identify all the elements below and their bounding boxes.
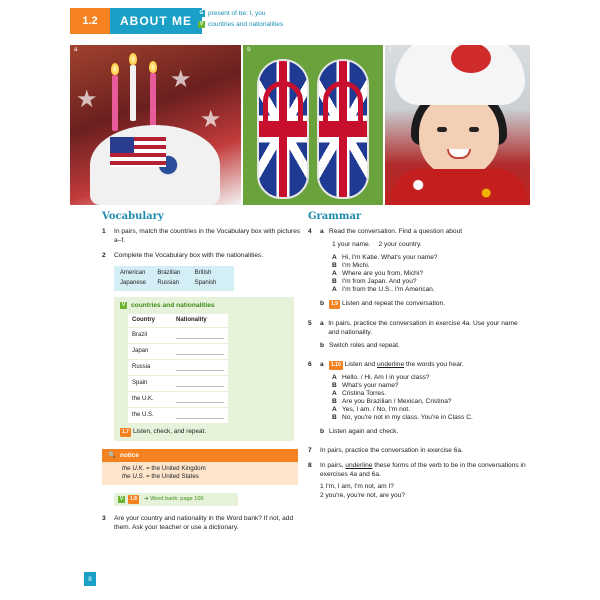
exercise-text: Listen and repeat the conversation.	[341, 300, 445, 307]
lesson-title: ABOUT ME	[110, 8, 202, 34]
exercise-number: 3	[102, 515, 106, 522]
nationality-blank[interactable]	[172, 392, 228, 408]
smile-icon	[447, 149, 471, 159]
speaker: A	[332, 270, 337, 277]
exercise-2	[102, 251, 302, 260]
table-row	[128, 408, 228, 424]
nationality-blank[interactable]	[172, 376, 228, 392]
lesson-topics	[198, 8, 283, 30]
eye-icon	[437, 127, 447, 132]
vocabulary-box-title: countries and nationalities	[131, 302, 215, 309]
line: No, you're not in my class. You're in Class C.	[342, 414, 473, 421]
magnifier-icon: 🔍	[108, 452, 116, 459]
option: 1 your name.	[332, 241, 371, 248]
exercise-text: these forms of the verb to be in the conversations in exercises 4a and 6a.	[320, 462, 526, 478]
line: What's your name?	[342, 382, 399, 389]
exercise-text: In pairs, practice the conversation in exercise 4a. Use your name and nationality.	[328, 320, 518, 336]
line: I'm Michi.	[342, 262, 370, 269]
photo-label: a	[74, 47, 78, 53]
sub-label: b	[320, 428, 325, 435]
exercise-text: the words you hear.	[404, 361, 464, 368]
line: Hello. / Hi. Am I in your class?	[342, 374, 430, 381]
exercise-number: 2	[102, 252, 106, 259]
column-header: Nationality	[172, 314, 228, 328]
notice-box	[102, 449, 298, 485]
audio-track-icon[interactable]: 1.10	[331, 362, 341, 368]
exercise-8	[308, 461, 526, 500]
country-cell: the U.S.	[128, 408, 172, 424]
country-cell: Spain	[128, 376, 172, 392]
country-nationality-table	[128, 314, 228, 423]
speaker: B	[332, 262, 337, 269]
speaker: A	[332, 390, 337, 397]
line: Hi, I'm Katie. What's your name?	[342, 254, 438, 261]
exercise-number: 5	[308, 320, 312, 327]
kimono-shape	[391, 169, 527, 205]
speaker: B	[332, 278, 337, 285]
line: I'm from the U.S.. I'm American.	[342, 286, 435, 293]
sun-hat-icon	[395, 45, 525, 105]
exercise-3	[102, 514, 302, 532]
sub-label: b	[320, 342, 325, 349]
lesson-number: 1.2	[70, 8, 110, 34]
audio-track-icon[interactable]: 1.8	[130, 496, 137, 502]
conversation	[332, 374, 526, 422]
strap-icon	[263, 81, 303, 121]
form-item: 1 I'm, I am, I'm not, am I?	[320, 483, 394, 490]
exercise-number: 4	[308, 228, 312, 235]
speaker: A	[332, 286, 337, 293]
star-icon: ★	[170, 66, 192, 93]
word: Spanish	[194, 280, 217, 286]
country-cell: Russia	[128, 360, 172, 376]
speaker: B	[332, 414, 337, 421]
nationality-blank[interactable]	[172, 360, 228, 376]
notice-term: the U.S.	[122, 473, 145, 480]
exercise-text: Listen again and check.	[329, 428, 399, 435]
table-row	[128, 376, 228, 392]
eye-icon	[469, 127, 479, 132]
vocabulary-column	[102, 212, 302, 538]
girl-face-icon	[419, 93, 499, 177]
line: Where are you from, Michi?	[342, 270, 423, 277]
speaker: B	[332, 382, 337, 389]
exercise-text: In pairs, practice the conversation in exercise 6a.	[320, 447, 463, 454]
exercise-4	[308, 227, 526, 313]
exercise-1	[102, 227, 302, 245]
word: British	[194, 270, 212, 276]
notice-title: notice	[119, 452, 139, 459]
exercise-text: In pairs, match the countries in the Vocabulary box with pictures a–f.	[114, 228, 301, 244]
speaker: A	[332, 254, 337, 261]
exercise-6	[308, 360, 526, 440]
exercise-text: Are your country and nationality in the Word bank? If not, add them. Ask your teacher or use a dictionary.	[114, 515, 294, 531]
country-cell: Brazil	[128, 328, 172, 344]
audio-track-icon[interactable]: 1.9	[331, 301, 338, 307]
word: Russian	[157, 280, 180, 286]
grammar-heading: Grammar	[308, 211, 362, 222]
candle-icon	[150, 73, 156, 129]
notice-def: = the United States	[144, 473, 199, 480]
candle-icon	[112, 75, 118, 131]
exercise-text: In pairs,	[320, 462, 346, 469]
rising-sun-icon	[451, 45, 491, 73]
exercise-text: Listen and	[344, 361, 377, 368]
uk-flipflop-icon	[257, 59, 309, 199]
star-icon: ★	[200, 106, 222, 133]
table-row	[128, 328, 228, 344]
star-icon: ★	[76, 86, 98, 113]
line: Cristina Torres.	[342, 390, 387, 397]
exercise-number: 7	[308, 447, 312, 454]
speaker: A	[332, 406, 337, 413]
photo-label: b	[247, 47, 251, 53]
exercise-number: 8	[308, 462, 312, 469]
photo-label: c	[388, 47, 392, 53]
sub-label: a	[320, 228, 324, 235]
topic-grammar: present of be: I, you	[208, 10, 266, 17]
conversation	[332, 254, 526, 294]
exercise-number: 1	[102, 228, 106, 235]
exercise-number: 6	[308, 361, 312, 368]
word: American	[120, 270, 146, 276]
word-bank-link[interactable]	[114, 493, 238, 506]
table-row	[128, 392, 228, 408]
option: 2 your country.	[378, 241, 422, 248]
grammar-column	[308, 212, 526, 506]
underlined-word: underline	[345, 462, 373, 469]
photo-c-girl	[385, 45, 530, 205]
photo-b-flipflops	[243, 45, 382, 205]
vocab-tag-icon: V	[199, 21, 204, 27]
photo-strip	[70, 45, 530, 205]
audio-track-icon[interactable]: 1.7	[122, 429, 129, 435]
exercise-text: Read the conversation. Find a question about	[329, 228, 463, 235]
country-cell: Japan	[128, 344, 172, 360]
country-cell: the U.K.	[128, 392, 172, 408]
table-row	[128, 344, 228, 360]
exercise-text: Switch roles and repeat.	[329, 342, 400, 349]
vocab-tag-icon: V	[121, 302, 126, 308]
form-item: 2 you're, you're not, are you?	[320, 492, 405, 499]
table-row	[128, 360, 228, 376]
listen-text: Listen, check, and repeat.	[132, 428, 207, 435]
strap-icon	[323, 81, 363, 121]
exercise-7	[308, 446, 526, 455]
candle-icon	[130, 65, 136, 121]
page-number: 8	[84, 572, 96, 586]
photo-a-cupcake	[70, 45, 241, 205]
exercise-text: Complete the Vocabulary box with the nationalities.	[114, 252, 264, 259]
sub-label: b	[320, 300, 325, 307]
line: Yes, I am. / No, I'm not.	[342, 406, 411, 413]
vocabulary-heading: Vocabulary	[102, 211, 164, 222]
us-flag-icon	[110, 137, 166, 167]
speaker: B	[332, 398, 337, 405]
sub-label: a	[320, 361, 324, 368]
word: Brazilian	[157, 270, 181, 276]
nationality-blank[interactable]	[172, 344, 228, 360]
exercise-5	[308, 319, 526, 354]
uk-flipflop-icon	[317, 59, 369, 199]
line: I'm from Japan. And you?	[342, 278, 417, 285]
sub-label: a	[320, 320, 324, 327]
speaker: A	[332, 374, 337, 381]
underlined-word: underline	[377, 361, 405, 368]
nationality-blank[interactable]	[172, 408, 228, 424]
word: Japanese	[120, 280, 147, 286]
notice-term: the U.K.	[122, 465, 145, 472]
word-bank-text: ➜ Word bank: page 106	[143, 496, 204, 502]
listen-instruction	[120, 427, 288, 437]
nationality-word-box	[114, 266, 234, 291]
grammar-tag-icon: G	[199, 10, 204, 16]
nationality-blank[interactable]	[172, 328, 228, 344]
notice-def: = the United Kingdom	[144, 465, 206, 472]
topic-vocab: countries and nationalities	[208, 21, 284, 28]
vocab-tag-icon: V	[119, 496, 124, 502]
lesson-header	[70, 8, 202, 34]
vocabulary-box	[114, 297, 294, 441]
column-header: Country	[128, 314, 172, 328]
line: Are you Brazilian / Mexican, Cristina?	[342, 398, 452, 405]
